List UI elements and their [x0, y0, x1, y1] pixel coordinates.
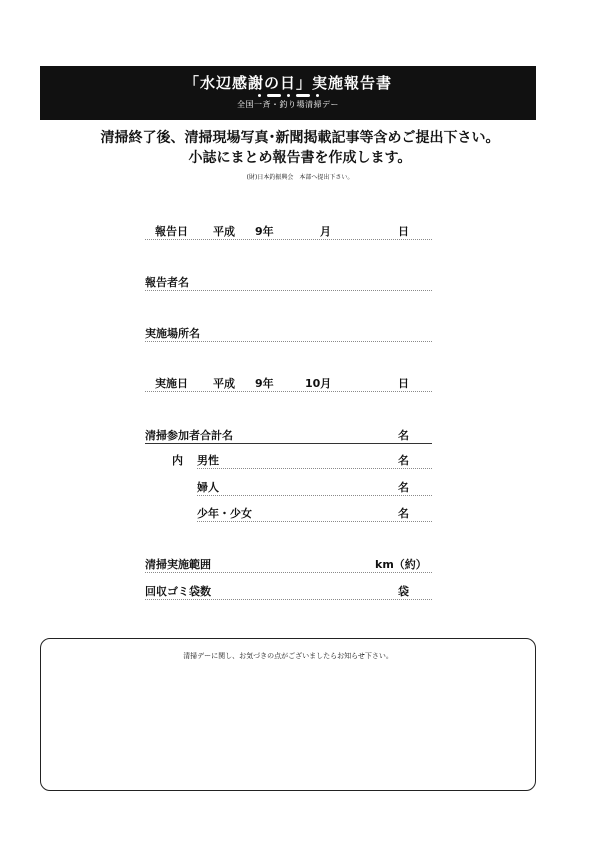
participants-total-unit: 名: [398, 429, 409, 442]
impl-date-day: 日: [398, 377, 409, 390]
impl-date-label: 実施日: [155, 377, 188, 390]
report-date-year: 9年: [255, 225, 274, 238]
banner-ornament: [40, 92, 536, 98]
cleaning-range-field[interactable]: [145, 556, 432, 573]
title-banner: [40, 66, 536, 120]
implementation-date-field[interactable]: [145, 375, 432, 392]
garbage-bags-label: 回収ゴミ袋数: [145, 585, 211, 598]
reporter-name-label: 報告者名: [145, 276, 189, 289]
report-date-era: 平成: [213, 225, 235, 238]
reporter-name-field[interactable]: [145, 274, 432, 291]
participants-male-label: 男性: [197, 454, 219, 467]
location-name-label: 実施場所名: [145, 327, 200, 340]
instruction-line-1: 清掃終了後、清掃現場写真･新聞掲載記事等含めご提出下さい。: [100, 130, 500, 146]
participants-male-unit: 名: [398, 454, 409, 467]
participants-female-label: 婦人: [197, 481, 219, 494]
participants-female-field[interactable]: [197, 479, 432, 496]
report-date-field[interactable]: [145, 223, 432, 240]
cleaning-range-unit: km（約）: [375, 558, 427, 571]
feedback-prompt: 清掃デーに関し、お気づきの点がございましたらお知らせ下さい。: [183, 652, 393, 660]
cleaning-range-label: 清掃実施範囲: [145, 558, 211, 571]
instruction-line-2: 小誌にまとめ報告書を作成します。: [188, 150, 412, 166]
participants-male-field[interactable]: [197, 452, 432, 469]
participants-female-unit: 名: [398, 481, 409, 494]
participants-youth-unit: 名: [398, 507, 409, 520]
impl-date-year: 9年: [255, 377, 274, 390]
garbage-bags-field[interactable]: [145, 583, 432, 600]
garbage-bags-unit: 袋: [398, 585, 409, 598]
report-date-label: 報告日: [155, 225, 188, 238]
organization-note: (財)日本釣振興会 本部へ提出下さい。: [246, 174, 354, 181]
participants-total-field[interactable]: [145, 427, 432, 444]
impl-date-era: 平成: [213, 377, 235, 390]
report-date-month: 月: [320, 225, 331, 238]
participants-youth-field[interactable]: [197, 505, 432, 522]
location-name-field[interactable]: [145, 325, 432, 342]
impl-date-month: 10月: [305, 377, 332, 390]
report-date-day: 日: [398, 225, 409, 238]
participants-total-label: 清掃参加者合計名: [145, 429, 233, 442]
report-title: 「水辺感謝の日」実施報告書: [183, 74, 392, 92]
report-subtitle: 全国一斉・釣り場清掃デー: [237, 100, 339, 109]
feedback-box[interactable]: [40, 638, 536, 791]
breakdown-label: 内: [172, 454, 183, 467]
participants-youth-label: 少年・少女: [197, 507, 252, 520]
